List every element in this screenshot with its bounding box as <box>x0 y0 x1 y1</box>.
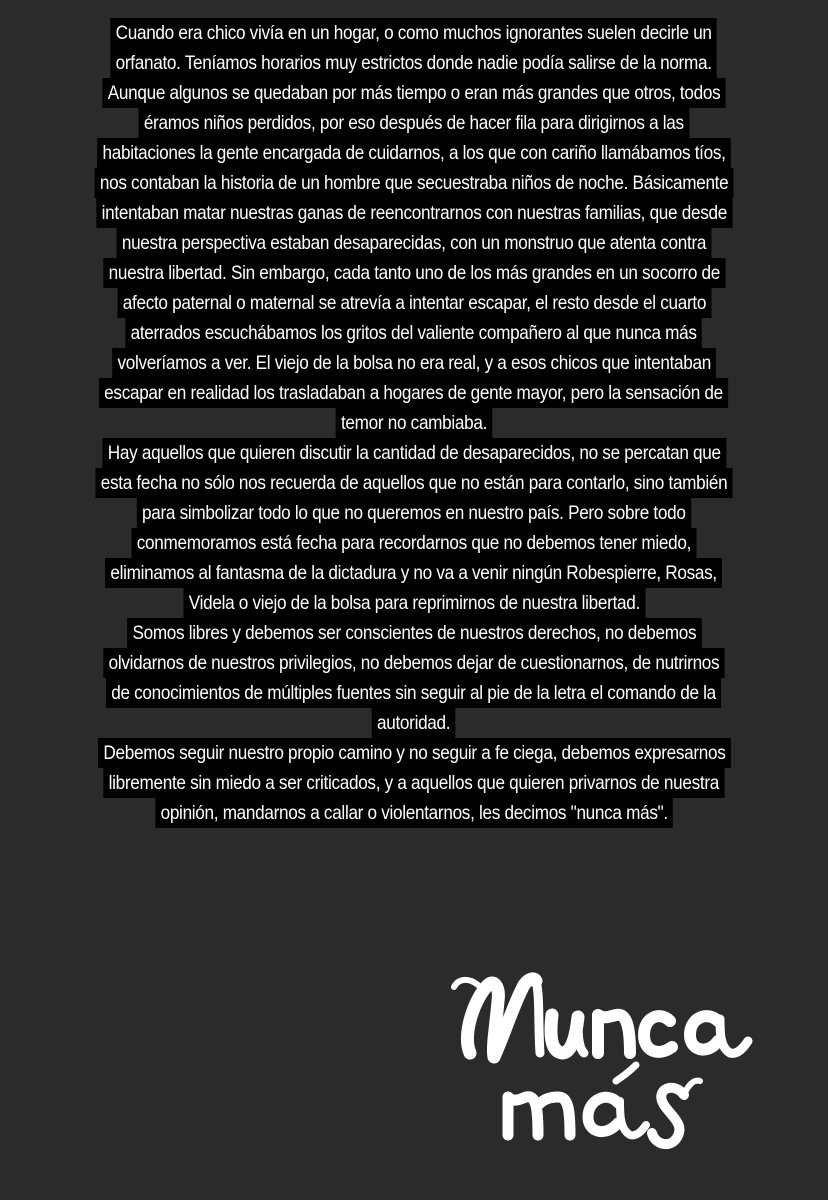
story-line: Debemos seguir nuestro propio camino y no seguir a fe ciega, debemos expresarnos <box>98 738 731 768</box>
story-line-row <box>0 738 828 768</box>
story-line-row <box>0 318 828 348</box>
story-line-row <box>0 198 828 228</box>
story-line-row <box>0 498 828 528</box>
story-line-row <box>0 708 828 738</box>
story-line: autoridad. <box>372 708 456 738</box>
story-line-row <box>0 798 828 828</box>
story-line: eliminamos al fantasma de la dictadura y no va a venir ningún Robespierre, Rosas, <box>105 558 722 588</box>
nunca-mas-logo <box>448 955 758 1165</box>
story-line-row <box>0 438 828 468</box>
story-line: para simbolizar todo lo que no queremos en nuestro país. Pero sobre todo <box>137 498 691 528</box>
story-paragraph <box>0 618 828 738</box>
story-line: volveríamos a ver. El viejo de la bolsa no era real, y a esos chicos que intentaban <box>112 348 716 378</box>
story-line-row <box>0 408 828 438</box>
story-line: nos contaban la historia de un hombre que secuestraba niños de noche. Básicamente <box>94 168 733 198</box>
story-line-row <box>0 378 828 408</box>
story-paragraph <box>0 18 828 438</box>
story-line-row <box>0 768 828 798</box>
story-line-row <box>0 78 828 108</box>
story-line: Aunque algunos se quedaban por más tiempo o eran más grandes que otros, todos <box>102 78 725 108</box>
story-line-row <box>0 678 828 708</box>
story-line: Cuando era chico vivía en un hogar, o como muchos ignorantes suelen decirle un <box>111 18 718 48</box>
story-line: aterrados escuchábamos los gritos del valiente compañero al que nunca más <box>126 318 703 348</box>
story-line-row <box>0 348 828 378</box>
story-paragraph <box>0 438 828 618</box>
story-line: temor no cambiaba. <box>336 408 493 438</box>
story-line-row <box>0 528 828 558</box>
story-line: éramos niños perdidos, por eso después de hacer fila para dirigirnos a las <box>139 108 690 138</box>
story-line: Hay aquellos que quieren discutir la cantidad de desaparecidos, no se percatan que <box>102 438 726 468</box>
story-line: habitaciones la gente encargada de cuidarnos, a los que con cariño llamábamos tíos, <box>97 138 731 168</box>
story-text <box>0 18 828 828</box>
story-line: nuestra libertad. Sin embargo, cada tanto uno de los más grandes en un socorro de <box>103 258 725 288</box>
story-line-row <box>0 258 828 288</box>
story-line: afecto paternal o maternal se atrevía a intentar escapar, el resto desde el cuarto <box>117 288 711 318</box>
story-line-row <box>0 618 828 648</box>
story-line-row <box>0 648 828 678</box>
story-line-row <box>0 168 828 198</box>
story-line-row <box>0 588 828 618</box>
story-line-row <box>0 558 828 588</box>
story-line-row <box>0 288 828 318</box>
story-line-row <box>0 138 828 168</box>
story-line: escapar en realidad los trasladaban a hogares de gente mayor, pero la sensación de <box>99 378 728 408</box>
story-line: libremente sin miedo a ser criticados, y a aquellos que quieren privarnos de nuestra <box>104 768 725 798</box>
story-line-row <box>0 18 828 48</box>
story-line: orfanato. Teníamos horarios muy estrictos donde nadie podía salirse de la norma. <box>111 48 718 78</box>
story-line: de conocimientos de múltiples fuentes sin seguir al pie de la letra el comando de la <box>106 678 721 708</box>
story-line: nuestra perspectiva estaban desaparecidas, con un monstruo que atenta contra <box>117 228 712 258</box>
story-line: intentaban matar nuestras ganas de reencontrarnos con nuestras familias, que desde <box>96 198 732 228</box>
story-line: opinión, mandarnos a callar o violentarnos, les decimos "nunca más". <box>155 798 673 828</box>
story-line: olvidarnos de nuestros privilegios, no debemos dejar de cuestionarnos, de nutrirnos <box>103 648 724 678</box>
nunca-mas-lettering <box>448 955 758 1165</box>
story-line-row <box>0 228 828 258</box>
story-line-row <box>0 48 828 78</box>
story-line: esta fecha no sólo nos recuerda de aquellos que no están para contarlo, sino también <box>95 468 732 498</box>
story-paragraph <box>0 738 828 828</box>
story-line: conmemoramos está fecha para recordarnos que no debemos tener miedo, <box>132 528 697 558</box>
story-line: Videla o viejo de la bolsa para reprimirnos de nuestra libertad. <box>183 588 645 618</box>
story-line: Somos libres y debemos ser conscientes de nuestros derechos, no debemos <box>127 618 701 648</box>
story-line-row <box>0 108 828 138</box>
story-line-row <box>0 468 828 498</box>
